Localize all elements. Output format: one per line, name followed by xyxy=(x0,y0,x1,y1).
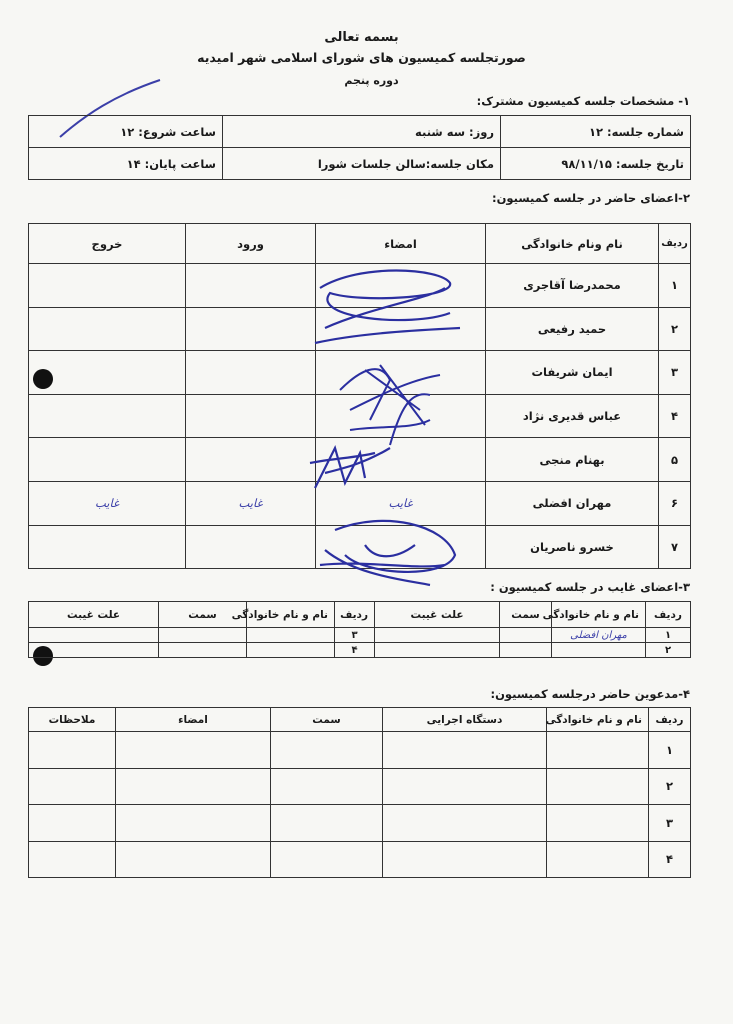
header-name: نام و نام خانوادگی xyxy=(547,708,649,732)
exit-cell: غایب xyxy=(29,481,186,525)
invitee-signature xyxy=(116,805,271,842)
exit-cell xyxy=(29,438,186,482)
row-index: ۶ xyxy=(659,481,691,525)
absent-role xyxy=(159,628,247,643)
invitee-role xyxy=(271,841,383,878)
header-exit: خروج xyxy=(29,224,186,264)
entry-cell xyxy=(186,307,316,351)
invitee-name xyxy=(547,841,649,878)
row-index: ۲ xyxy=(646,643,691,658)
member-name: بهنام منجی xyxy=(486,438,659,482)
table-row xyxy=(29,438,691,482)
header-notes: ملاحظات xyxy=(29,708,116,732)
header-row-index: ردیف xyxy=(649,708,691,732)
row-index: ۱ xyxy=(659,264,691,308)
table-row xyxy=(29,732,691,769)
signature-cell xyxy=(316,525,486,569)
document-title: صورتجلسه کمیسیون های شورای اسلامی شهر امیدیه xyxy=(197,50,526,65)
table-row xyxy=(29,768,691,805)
table-row xyxy=(29,481,691,525)
invitee-notes xyxy=(29,805,116,842)
invitee-org xyxy=(383,732,547,769)
absent-role xyxy=(500,628,552,643)
header-name: نام ونام خانوادگی xyxy=(486,224,659,264)
absent-role xyxy=(500,643,552,658)
member-name: ایمان شریفات xyxy=(486,351,659,395)
invitee-role xyxy=(271,805,383,842)
member-name: محمدرضا آقاجری xyxy=(486,264,659,308)
entry-cell xyxy=(186,525,316,569)
exit-cell xyxy=(29,264,186,308)
invocation: بسمه تعالی xyxy=(324,30,399,45)
invitee-name xyxy=(547,805,649,842)
absent-name xyxy=(552,643,646,658)
entry-cell xyxy=(186,438,316,482)
header-row-index: ردیف xyxy=(646,602,691,628)
member-name: مهران افضلی xyxy=(486,481,659,525)
session-date: تاریخ جلسه: ۹۸/۱۱/۱۵ xyxy=(501,148,691,180)
signature-cell: غایب xyxy=(316,481,486,525)
table-row xyxy=(29,643,691,658)
header-name: نام و نام خانوادگی xyxy=(247,602,335,628)
row-index: ۳ xyxy=(649,805,691,842)
header-signature: امضاء xyxy=(316,224,486,264)
table-row xyxy=(29,351,691,395)
table-row xyxy=(29,264,691,308)
member-name: خسرو ناصریان xyxy=(486,525,659,569)
row-index: ۱ xyxy=(646,628,691,643)
absent-reason xyxy=(29,643,159,658)
table-row xyxy=(29,805,691,842)
header-entry: ورود xyxy=(186,224,316,264)
section1-title: ۱- مشخصات جلسه کمیسیون مشترک: xyxy=(476,94,690,108)
end-time: ساعت پایان: ۱۴ xyxy=(29,148,223,180)
absentees-table xyxy=(28,601,691,658)
header-reason: علت غیبت xyxy=(375,602,500,628)
signature-cell xyxy=(316,438,486,482)
invitee-org xyxy=(383,805,547,842)
invitees-table xyxy=(28,707,691,878)
row-index: ۷ xyxy=(659,525,691,569)
row-index: ۳ xyxy=(659,351,691,395)
attendees-table xyxy=(28,223,691,569)
absent-name xyxy=(247,628,335,643)
header-role: سمت xyxy=(500,602,552,628)
exit-cell xyxy=(29,525,186,569)
invitee-notes xyxy=(29,768,116,805)
header-org: دستگاه اجرایی xyxy=(383,708,547,732)
absent-reason xyxy=(375,643,500,658)
section4-title: ۴-مدعوین حاضر درجلسه کمیسیون: xyxy=(490,687,690,701)
entry-cell xyxy=(186,351,316,395)
session-day: روز: سه شنبه xyxy=(223,116,501,148)
term-label: دوره پنجم xyxy=(344,74,399,87)
absent-role xyxy=(159,643,247,658)
signature-cell xyxy=(316,264,486,308)
section3-title: ۳-اعضای غایب در جلسه کمیسیون : xyxy=(490,580,690,594)
table-row xyxy=(29,628,691,643)
invitee-notes xyxy=(29,732,116,769)
entry-cell xyxy=(186,264,316,308)
invitee-signature xyxy=(116,841,271,878)
session-place: مکان جلسه:سالن جلسات شورا xyxy=(223,148,501,180)
invitee-signature xyxy=(116,768,271,805)
member-name: عباس قدیری نژاد xyxy=(486,394,659,438)
invitee-notes xyxy=(29,841,116,878)
row-index: ۱ xyxy=(649,732,691,769)
exit-cell xyxy=(29,307,186,351)
row-index: ۲ xyxy=(649,768,691,805)
absent-reason xyxy=(375,628,500,643)
header-reason: علت غیبت xyxy=(29,602,159,628)
signature-cell xyxy=(316,394,486,438)
session-info-table xyxy=(28,115,691,180)
table-row xyxy=(29,841,691,878)
signature-cell xyxy=(316,307,486,351)
exit-cell xyxy=(29,351,186,395)
header-row-index: ردیف xyxy=(335,602,375,628)
session-number: شماره جلسه: ۱۲ xyxy=(501,116,691,148)
invitee-name xyxy=(547,768,649,805)
row-index: ۵ xyxy=(659,438,691,482)
section2-title: ۲-اعضای حاضر در جلسه کمیسیون: xyxy=(492,191,690,205)
entry-cell: غایب xyxy=(186,481,316,525)
entry-cell xyxy=(186,394,316,438)
absent-name: مهران افضلی xyxy=(552,628,646,643)
header-name: نام و نام خانوادگی xyxy=(552,602,646,628)
start-time: ساعت شروع: ۱۲ xyxy=(29,116,223,148)
row-index: ۳ xyxy=(335,628,375,643)
member-name: حمید رفیعی xyxy=(486,307,659,351)
signature-cell xyxy=(316,351,486,395)
invitee-org xyxy=(383,768,547,805)
table-row xyxy=(29,525,691,569)
header-signature: امضاء xyxy=(116,708,271,732)
absent-reason xyxy=(29,628,159,643)
invitee-name xyxy=(547,732,649,769)
invitee-role xyxy=(271,768,383,805)
header-role: سمت xyxy=(271,708,383,732)
invitee-role xyxy=(271,732,383,769)
row-index: ۲ xyxy=(659,307,691,351)
absent-name xyxy=(247,643,335,658)
invitee-signature xyxy=(116,732,271,769)
table-row xyxy=(29,307,691,351)
row-index: ۴ xyxy=(649,841,691,878)
invitee-org xyxy=(383,841,547,878)
row-index: ۴ xyxy=(335,643,375,658)
exit-cell xyxy=(29,394,186,438)
row-index: ۴ xyxy=(659,394,691,438)
header-row-index: ردیف xyxy=(659,224,691,264)
table-row xyxy=(29,394,691,438)
header-role: سمت xyxy=(159,602,247,628)
